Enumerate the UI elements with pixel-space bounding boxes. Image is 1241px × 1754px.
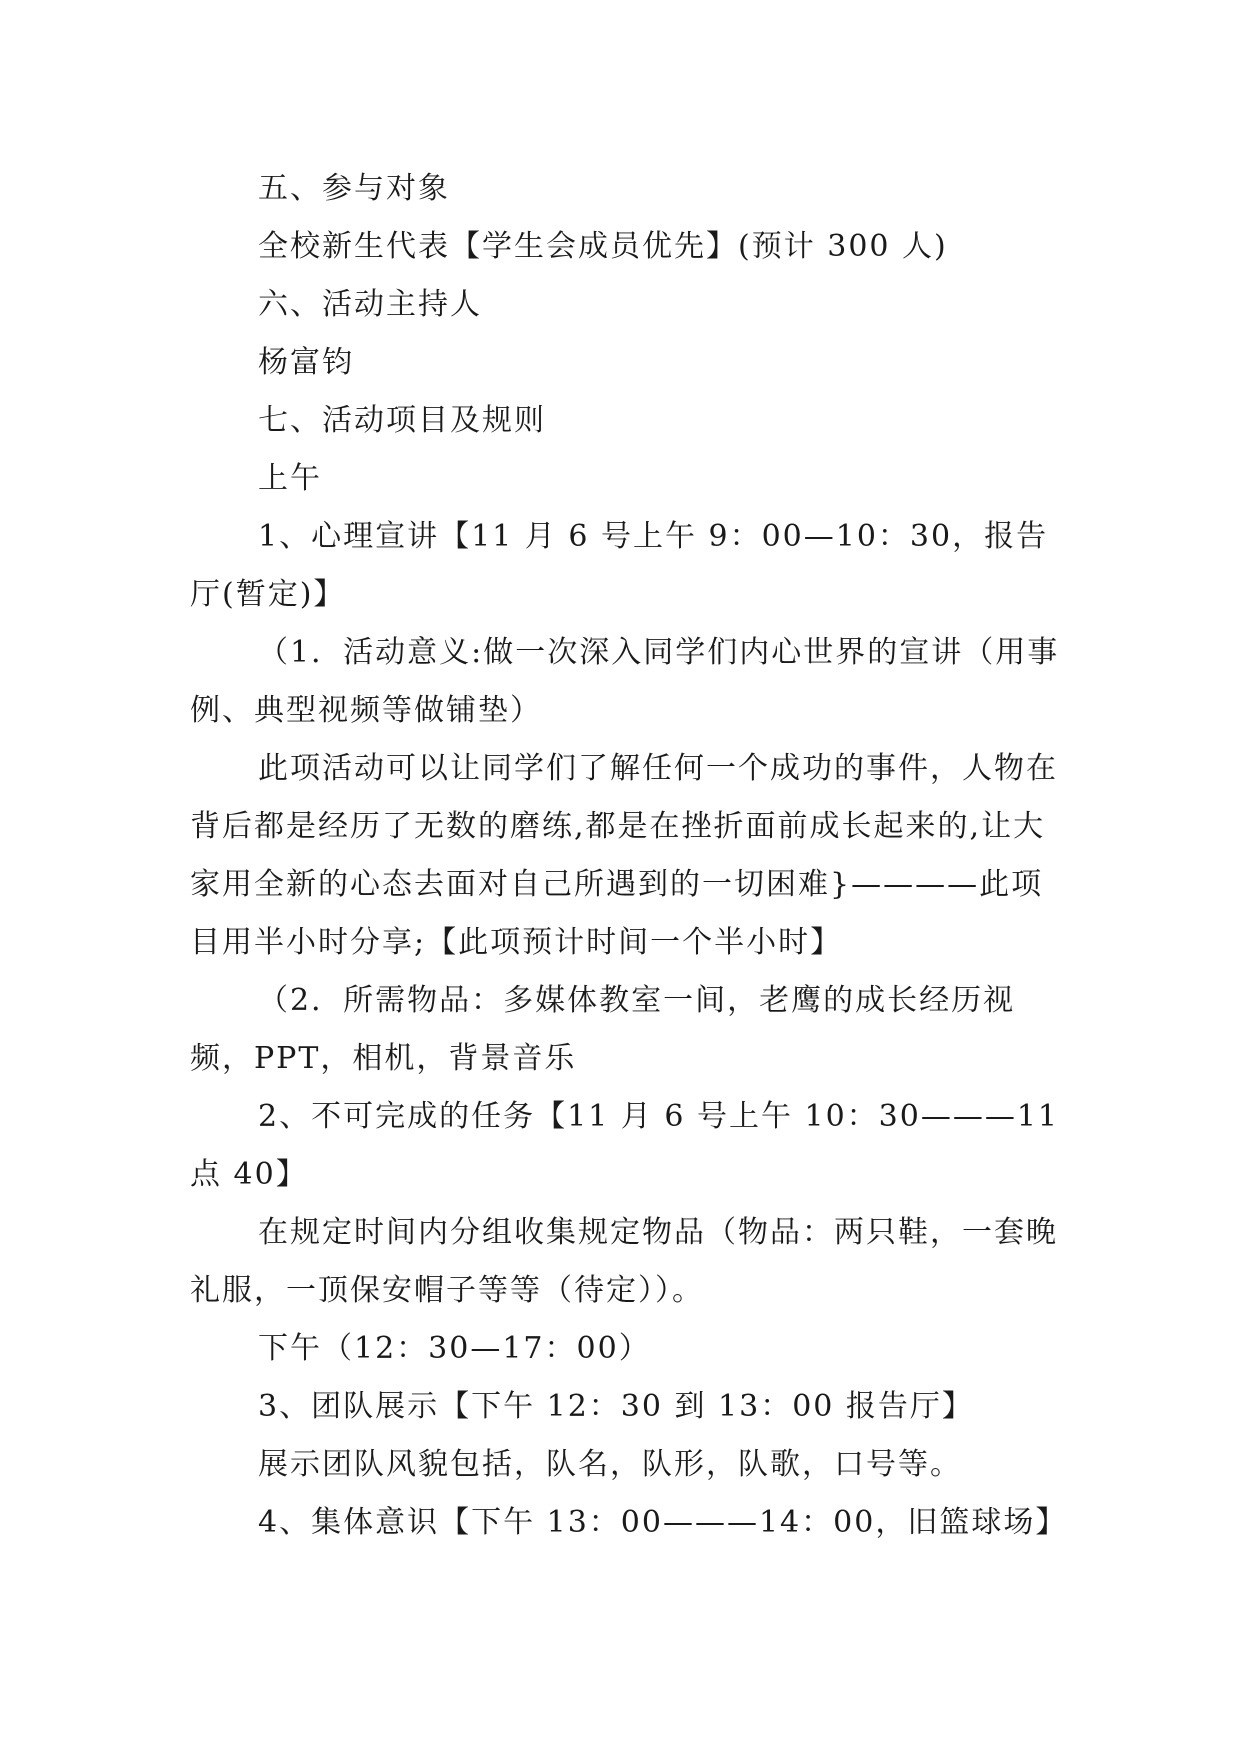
paragraph-participants: 全校新生代表【学生会成员优先】(预计 300 人) [258, 229, 948, 264]
subheading-afternoon: 下午（12：30—17：00） [258, 1331, 651, 1366]
document-body [190, 160, 1068, 1552]
item-psych-talk-materials: （2．所需物品：多媒体教室一间，老鹰的成长经历视频，PPT，相机，背景音乐 [190, 983, 1016, 1076]
item-impossible-task: 2、不可完成的任务【11 月 6 号上午 10：30———11点 40】 [190, 1099, 1060, 1192]
item-psych-talk-description: 此项活动可以让同学们了解任何一个成功的事件，人物在背后都是经历了无数的磨练,都是在挫折面前成长起来的,让大家用全新的心态去面对自己所遇到的一切困难}————此项目用半小时分享;【此项预计时间一个半小时】 [190, 751, 1058, 960]
subheading-morning: 上午 [258, 461, 322, 496]
section-heading-host: 六、活动主持人 [258, 287, 482, 322]
item-collective-awareness: 4、集体意识【下午 13：00———14：00，旧篮球场】 [258, 1505, 1068, 1540]
item-team-showcase-description: 展示团队风貌包括，队名，队形，队歌，口号等。 [258, 1447, 962, 1482]
item-impossible-task-description: 在规定时间内分组收集规定物品（物品：两只鞋，一套晚礼服，一顶保安帽子等等（待定））。 [190, 1215, 1058, 1308]
item-psych-talk: 1、心理宣讲【11 月 6 号上午 9：00—10：30，报告厅(暂定)】 [190, 519, 1049, 612]
section-heading-activities: 七、活动项目及规则 [258, 403, 546, 438]
section-heading-participants: 五、参与对象 [258, 171, 450, 206]
paragraph-host-name: 杨富钧 [258, 345, 354, 380]
item-psych-talk-meaning: （1．活动意义:做一次深入同学们内心世界的宣讲（用事例、典型视频等做铺垫） [190, 635, 1060, 728]
item-team-showcase: 3、团队展示【下午 12：30 到 13：00 报告厅】 [258, 1389, 974, 1424]
